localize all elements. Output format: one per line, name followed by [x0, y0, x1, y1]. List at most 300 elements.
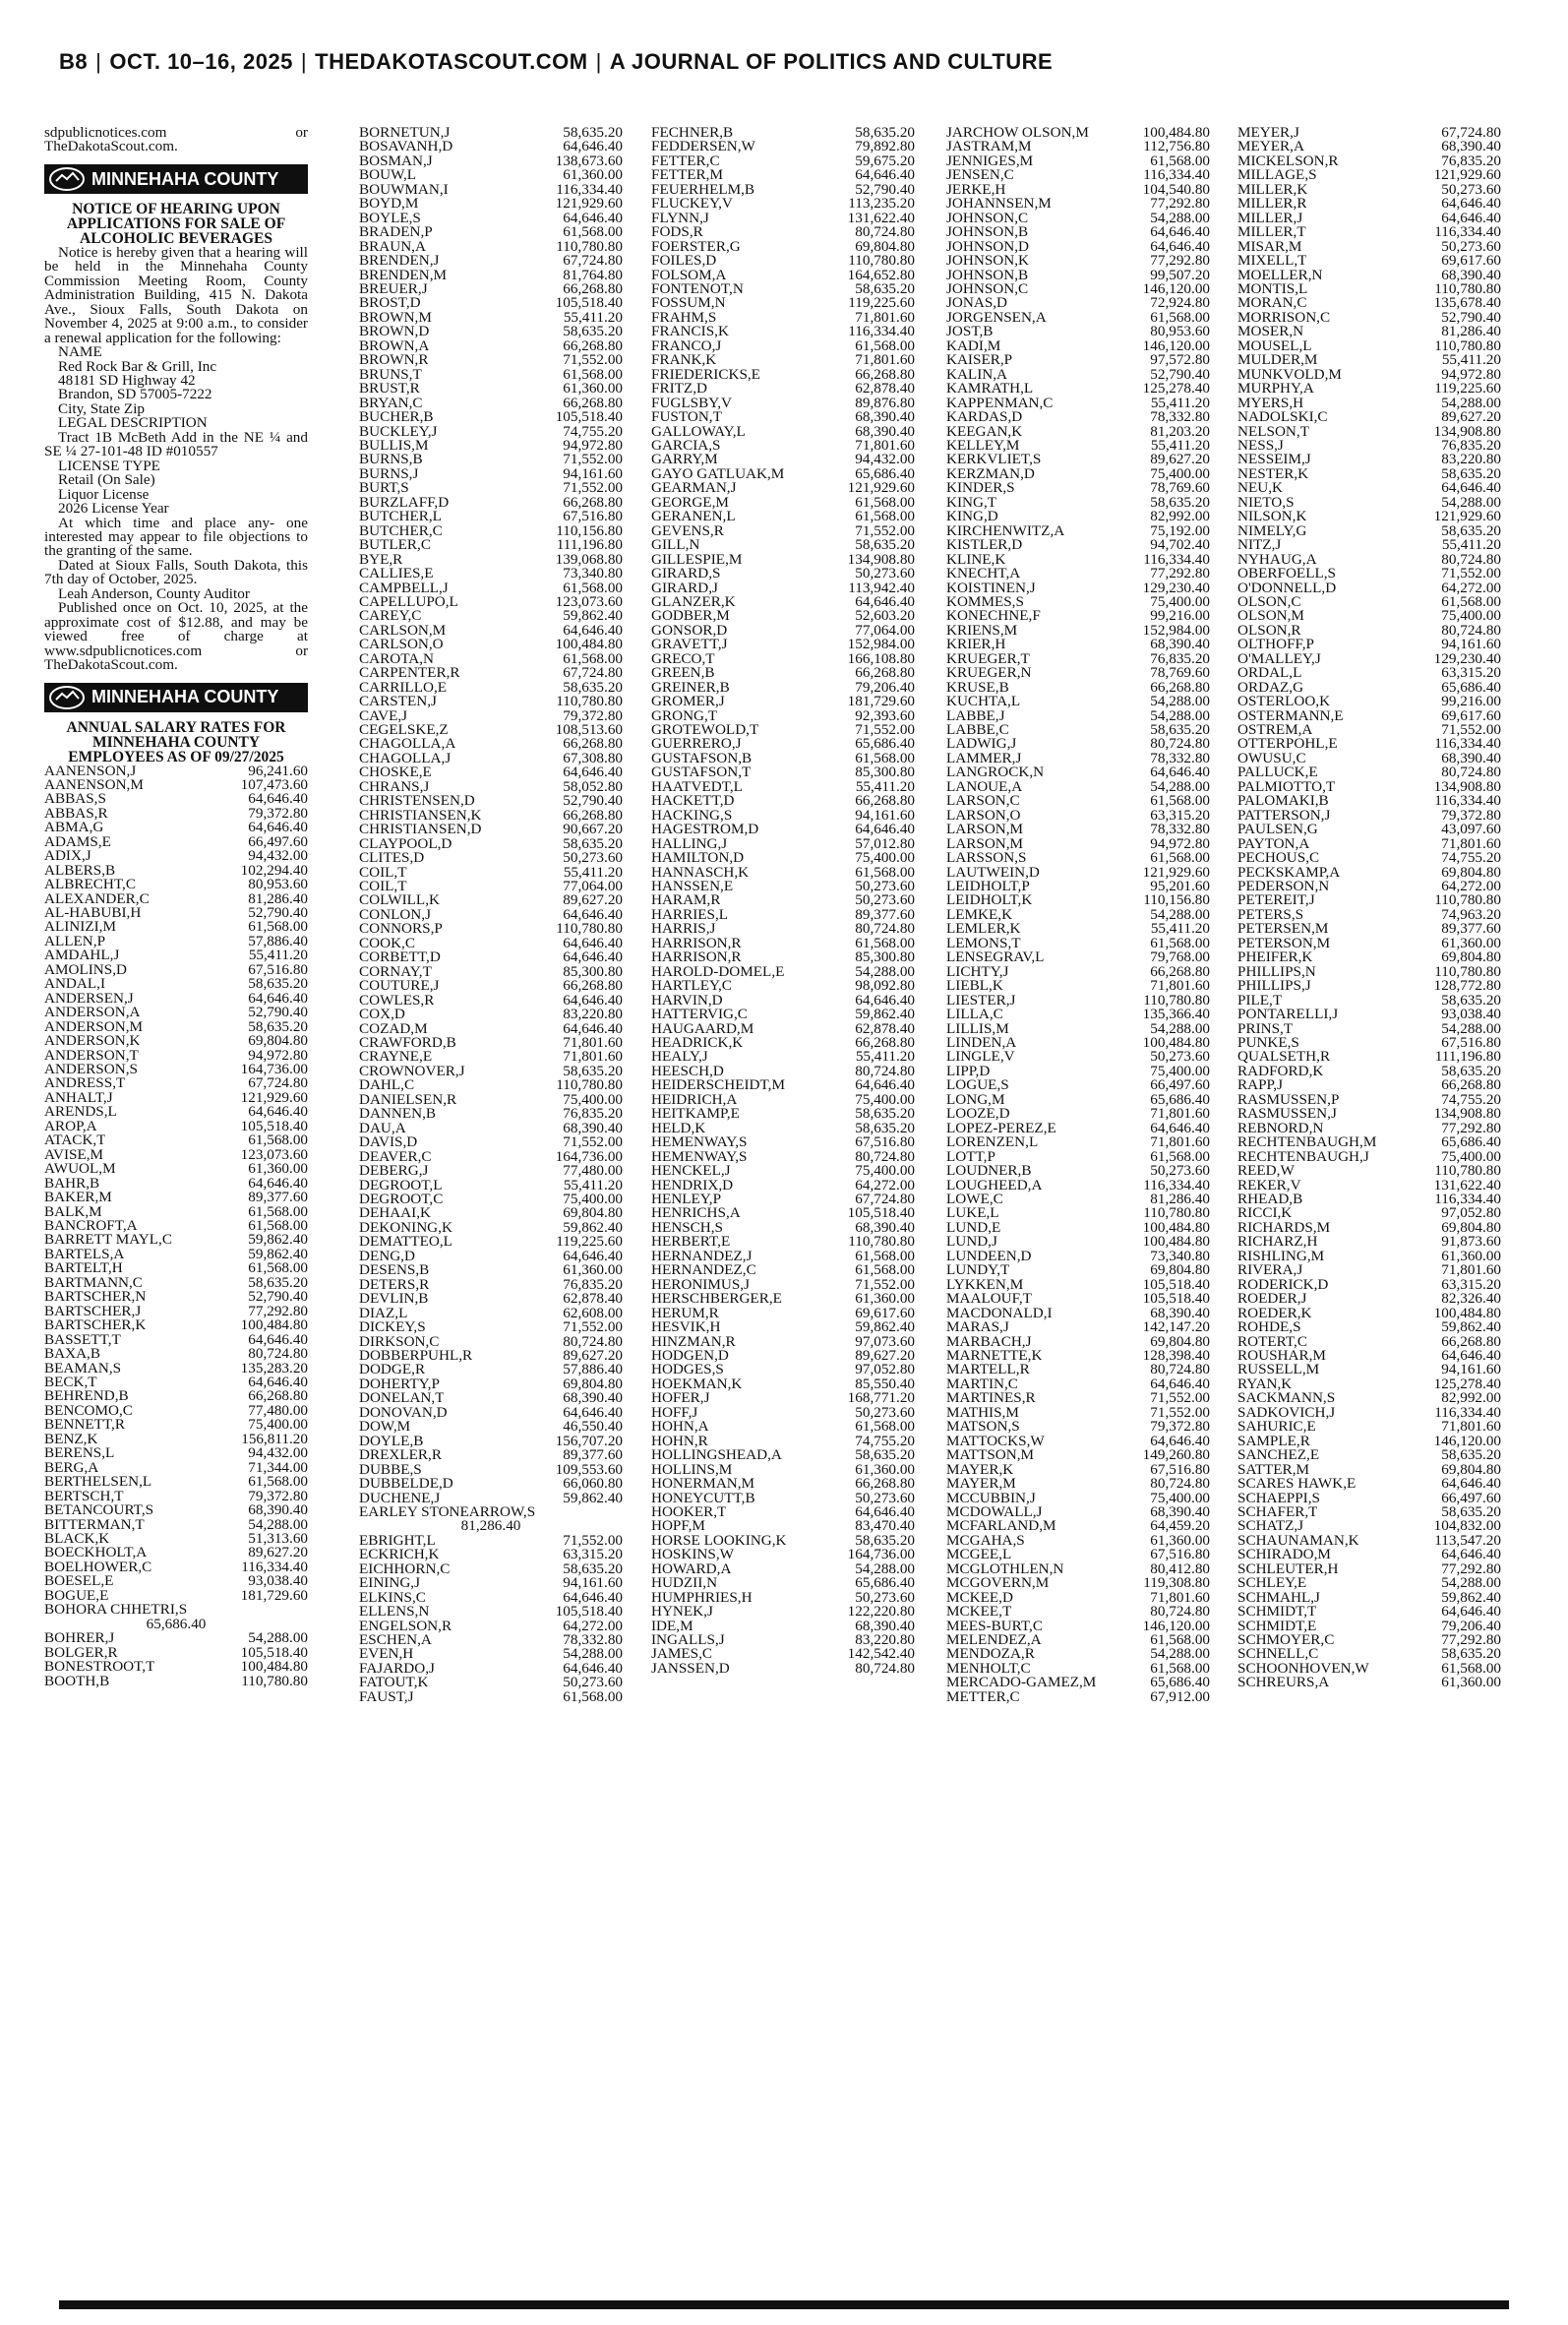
- salary-amount: 64,646.40: [1441, 479, 1501, 497]
- employee-name: FRANCO,J: [651, 338, 722, 354]
- employee-name: JERKE,H: [946, 182, 1006, 198]
- salary-list: [651, 126, 915, 1676]
- salary-amount: 110,780.80: [556, 920, 623, 938]
- employee-name: CROWNOVER,J: [359, 1064, 465, 1079]
- salary-amount: 164,736.00: [555, 1147, 623, 1165]
- salary-amount: 69,804.80: [855, 237, 915, 255]
- employee-name: GONSOR,D: [651, 623, 728, 639]
- employee-name: GILL,N: [651, 538, 700, 553]
- salary-amount: 89,377.60: [248, 1189, 308, 1206]
- salary-amount: 64,646.40: [563, 1403, 623, 1421]
- salary-amount: 67,516.80: [563, 508, 623, 525]
- employee-name: FRIEDERICKS,E: [651, 367, 760, 383]
- salary-amount: 110,780.80: [848, 1233, 915, 1251]
- salary-amount: 61,568.00: [563, 1687, 623, 1705]
- salary-amount: 64,646.40: [1441, 1346, 1501, 1364]
- salary-amount: 97,052.80: [855, 1361, 915, 1378]
- salary-amount: 52,790.40: [1150, 365, 1210, 383]
- county-seal-icon: [48, 685, 86, 710]
- salary-amount: 67,724.80: [563, 664, 623, 682]
- employee-name: DAVIS,D: [359, 1135, 418, 1150]
- employee-name: METTER,C: [946, 1689, 1020, 1705]
- salary-amount: 58,635.20: [855, 1105, 915, 1123]
- employee-name: FOLSOM,A: [651, 268, 727, 282]
- salary-amount: 66,268.80: [563, 735, 623, 753]
- salary-amount: 75,400.00: [1150, 1489, 1210, 1506]
- salary-amount: 121,929.60: [847, 479, 915, 497]
- employee-name: ANDAL,I: [44, 977, 106, 992]
- salary-amount: 123,073.60: [555, 592, 623, 610]
- employee-name: INGALLS,J: [651, 1633, 725, 1648]
- salary-amount: 66,497.60: [1441, 1489, 1501, 1506]
- employee-name: KOMMES,S: [946, 594, 1024, 610]
- employee-name: PAULSEN,G: [1237, 823, 1318, 837]
- salary-amount: 71,801.60: [855, 351, 915, 369]
- employee-name: HERUM,R: [651, 1306, 719, 1321]
- salary-amount: 50,273.60: [855, 1588, 915, 1606]
- salary-amount: 71,552.00: [563, 1133, 623, 1151]
- employee-name: LINGLE,V: [946, 1050, 1015, 1065]
- employee-name: LOWE,C: [946, 1192, 1003, 1207]
- employee-name: MCGOVERN,M: [946, 1576, 1050, 1591]
- salary-amount: 168,771.20: [847, 1389, 915, 1407]
- employee-name: HOEKMAN,K: [651, 1377, 743, 1392]
- salary-amount: 89,627.20: [855, 1346, 915, 1364]
- salary-amount: 71,801.60: [1150, 1133, 1210, 1151]
- salary-row: [1237, 1676, 1501, 1689]
- employee-name: CONLON,J: [359, 907, 431, 923]
- salary-amount: 71,552.00: [563, 1531, 623, 1549]
- employee-name: HERONIMUS,J: [651, 1277, 750, 1293]
- employee-name: JAMES,C: [651, 1647, 713, 1662]
- salary-amount: 66,268.80: [1150, 678, 1210, 696]
- salary-amount: 64,646.40: [563, 209, 623, 226]
- salary-amount: 50,273.60: [1441, 237, 1501, 255]
- employee-name: MATSON,S: [946, 1420, 1020, 1435]
- salary-amount: 64,459.20: [1150, 1517, 1210, 1535]
- salary-amount: 61,568.00: [1150, 1147, 1210, 1165]
- employee-name: LILLIS,M: [946, 1021, 1009, 1036]
- employee-name: HOPF,M: [651, 1519, 705, 1534]
- salary-amount: 77,292.80: [1150, 252, 1210, 270]
- salary-amount: 71,552.00: [1441, 721, 1501, 739]
- employee-name: CAPELLUPO,L: [359, 594, 458, 610]
- employee-name: PUNKE,S: [1237, 1036, 1299, 1051]
- salary-amount: 81,286.40: [1150, 1190, 1210, 1207]
- employee-name: BARTSCHER,J: [44, 1304, 142, 1319]
- salary-amount: 64,646.40: [855, 821, 915, 838]
- salary-amount: 68,390.40: [855, 408, 915, 426]
- salary-amount: 71,801.60: [1441, 1261, 1501, 1279]
- employee-name: HYNEK,J: [651, 1605, 713, 1620]
- employee-name: LYKKEN,M: [946, 1277, 1024, 1293]
- salary-amount: 85,550.40: [855, 1375, 915, 1392]
- employee-name: ATACK,T: [44, 1133, 106, 1148]
- employee-name: HEADRICK,K: [651, 1036, 744, 1051]
- salary-amount: 100,484.80: [1433, 1304, 1501, 1321]
- employee-name: DONOVAN,D: [359, 1405, 448, 1421]
- salary-amount: 134,908.80: [847, 550, 915, 568]
- employee-name: DOHERTY,P: [359, 1377, 440, 1392]
- salary-amount: 68,390.40: [1150, 1304, 1210, 1321]
- county-banner-label: MINNEHAHA COUNTY: [91, 687, 279, 707]
- salary-amount: 89,627.20: [563, 1346, 623, 1364]
- salary-amount: 57,012.80: [855, 834, 915, 852]
- salary-amount: 93,038.40: [1441, 1006, 1501, 1023]
- employee-name: SAHURIC,E: [1237, 1420, 1316, 1435]
- employee-name: GODBER,M: [651, 609, 730, 624]
- employee-name: FETTER,M: [651, 168, 723, 183]
- employee-name: SCHATZ,J: [1237, 1519, 1304, 1534]
- employee-name: HENCKEL,J: [651, 1164, 731, 1179]
- employee-name: KALIN,A: [946, 367, 1008, 383]
- employee-name: MCCUBBIN,J: [946, 1491, 1036, 1505]
- employee-name: RICHARDS,M: [1237, 1220, 1331, 1236]
- salary-amount: 97,572.80: [1150, 351, 1210, 369]
- employee-name: CLAYPOOL,D: [359, 836, 452, 852]
- salary-amount: 110,780.80: [1434, 337, 1501, 354]
- employee-name: NYHAUG,A: [1237, 552, 1317, 568]
- salary-amount: 71,552.00: [563, 479, 623, 497]
- salary-amount: 128,772.80: [1433, 977, 1501, 995]
- employee-name: HEALY,J: [651, 1050, 708, 1065]
- salary-amount: 61,568.00: [1150, 934, 1210, 951]
- salary-amount: 64,646.40: [1150, 764, 1210, 781]
- employee-name: MAYER,M: [946, 1477, 1016, 1492]
- employee-name: ARENDS,L: [44, 1105, 117, 1120]
- employee-name: ENGELSON,R: [359, 1619, 452, 1634]
- salary-amount: 110,780.80: [1434, 891, 1501, 909]
- employee-name: PATTERSON,J: [1237, 808, 1331, 824]
- employee-name: SCHAUNAMAN,K: [1237, 1533, 1359, 1549]
- employee-name: GARCIA,S: [651, 438, 721, 454]
- salary-amount: 92,393.60: [855, 706, 915, 724]
- employee-name: FONTENOT,N: [651, 281, 744, 297]
- salary-amount: 119,225.60: [848, 294, 915, 312]
- employee-name: PEDERSON,N: [1237, 880, 1330, 894]
- salary-amount: 52,603.20: [855, 607, 915, 625]
- salary-amount: 66,268.80: [855, 1034, 915, 1051]
- salary-amount: 81,764.80: [563, 266, 623, 283]
- employee-name: ROTERT,C: [1237, 1334, 1307, 1349]
- salary-amount: 67,516.80: [1441, 1034, 1501, 1051]
- salary-amount: 75,400.00: [248, 1416, 308, 1434]
- column-2: [359, 126, 623, 2291]
- salary-amount: 68,390.40: [855, 1617, 915, 1634]
- salary-amount: 146,120.00: [1433, 1432, 1501, 1449]
- salary-amount: 131,622.40: [847, 209, 915, 226]
- employee-name: KRUEGER,T: [946, 651, 1030, 667]
- employee-name: ANDRESS,T: [44, 1076, 126, 1091]
- employee-name: MOSER,N: [1237, 325, 1304, 339]
- employee-name: HOFF,J: [651, 1405, 698, 1421]
- salary-amount: 74,755.20: [1441, 1090, 1501, 1108]
- salary-amount: 94,432.00: [248, 1444, 308, 1462]
- employee-name: JENNIGES,M: [946, 153, 1034, 169]
- employee-name: JOHNSON,C: [946, 281, 1029, 297]
- salary-amount: 97,052.80: [1441, 1204, 1501, 1222]
- employee-name: MARTIN,C: [946, 1377, 1018, 1392]
- salary-amount: 77,064.00: [563, 878, 623, 895]
- salary-amount: 78,769.60: [1150, 479, 1210, 497]
- employee-name: PALOMAKI,B: [1237, 794, 1329, 809]
- employee-name: CHRISTENSEN,D: [359, 794, 475, 809]
- employee-name: BULLIS,M: [359, 438, 429, 454]
- employee-name: DEMATTEO,L: [359, 1235, 452, 1250]
- employee-name: SANCHEZ,E: [1237, 1448, 1320, 1463]
- employee-name: CHOSKE,E: [359, 765, 432, 780]
- employee-name: FECHNER,B: [651, 126, 734, 141]
- employee-name: BEAMAN,S: [44, 1361, 122, 1376]
- employee-name: PETERS,S: [1237, 907, 1304, 923]
- salary-amount: 50,273.60: [1150, 1162, 1210, 1180]
- salary-amount: 77,064.00: [855, 621, 915, 639]
- salary-amount: 71,552.00: [563, 1318, 623, 1336]
- salary-amount: 138,673.60: [555, 152, 623, 169]
- salary-amount: 64,646.40: [1150, 1119, 1210, 1136]
- salary-amount: 94,432.00: [248, 847, 308, 865]
- employee-name: GEARMAN,J: [651, 481, 737, 496]
- salary-amount: 80,724.80: [1150, 1475, 1210, 1493]
- employee-name: SCARES HAWK,E: [1237, 1477, 1357, 1492]
- employee-name: FOERSTER,G: [651, 239, 741, 255]
- county-seal-icon: [48, 166, 86, 192]
- salary-amount: 75,400.00: [855, 849, 915, 867]
- notice-line: Brandon, SD 57005-7222: [58, 386, 212, 403]
- employee-name: DESENS,B: [359, 1263, 430, 1278]
- employee-name: RICCI,K: [1237, 1206, 1293, 1221]
- employee-name: ROEDER,J: [1237, 1292, 1307, 1307]
- salary-amount: 76,835.20: [1441, 436, 1501, 454]
- salary-amount: 181,729.60: [847, 693, 915, 710]
- column-5: [1237, 126, 1501, 2291]
- column-1: [44, 126, 308, 2291]
- salary-amount: 64,646.40: [1441, 1546, 1501, 1563]
- salary-amount: 65,686.40: [855, 1574, 915, 1592]
- salary-amount: 58,635.20: [563, 126, 623, 141]
- employee-name: MATTSON,M: [946, 1448, 1035, 1463]
- salary-list: [1237, 126, 1501, 1690]
- salary-amount: 78,332.80: [1150, 821, 1210, 838]
- salary-amount: 94,161.60: [563, 1574, 623, 1592]
- employee-name: JOHNSON,K: [946, 254, 1029, 269]
- employee-name: GROMER,J: [651, 695, 725, 709]
- salary-amount: 58,635.20: [563, 678, 623, 696]
- salary-amount: 80,953.60: [1150, 323, 1210, 340]
- notice-title: NOTICE OF HEARING UPON APPLICATIONS FOR SALE OF ALCOHOLIC BEVERAGES: [66, 200, 286, 247]
- salary-amount: 125,278.40: [1433, 1375, 1501, 1392]
- employee-name: SCHMIDT,E: [1237, 1619, 1317, 1634]
- salary-amount: 85,300.80: [563, 962, 623, 980]
- employee-name: KARDAS,D: [946, 410, 1023, 425]
- employee-name: LARSON,M: [946, 823, 1024, 837]
- salary-amount: 75,400.00: [563, 1190, 623, 1207]
- salary-amount: 67,516.80: [1150, 1546, 1210, 1563]
- salary-amount: 109,553.60: [555, 1460, 623, 1478]
- salary-amount: 80,724.80: [248, 1345, 308, 1363]
- salary-amount: 74,755.20: [563, 422, 623, 440]
- salary-amount: 61,568.00: [1150, 308, 1210, 326]
- employee-name: HOWARD,A: [651, 1561, 732, 1577]
- employee-name: LUNDY,T: [946, 1263, 1010, 1278]
- salary-amount: 85,300.80: [855, 948, 915, 966]
- employee-name: MILLER,T: [1237, 225, 1306, 240]
- employee-name: JOST,B: [946, 325, 994, 339]
- employee-name: HAMILTON,D: [651, 851, 745, 866]
- salary-amount: 73,340.80: [1150, 1247, 1210, 1264]
- employee-name: MATTOCKS,W: [946, 1434, 1045, 1449]
- salary-amount: 104,540.80: [1142, 180, 1210, 198]
- employee-name: PAYTON,A: [1237, 836, 1310, 852]
- employee-name: BUCHER,B: [359, 410, 434, 425]
- employee-name: BARTMANN,C: [44, 1275, 143, 1291]
- salary-amount: 69,804.80: [1441, 1218, 1501, 1236]
- salary-amount: 116,334.40: [1143, 1176, 1210, 1193]
- salary-amount: 94,432.00: [855, 451, 915, 468]
- employee-name: KLINE,K: [946, 552, 1006, 568]
- salary-amount: 123,073.60: [240, 1145, 308, 1163]
- employee-name: HENLEY,P: [651, 1192, 722, 1207]
- salary-amount: 64,646.40: [855, 1076, 915, 1094]
- employee-name: OLTHOFF,P: [1237, 638, 1314, 652]
- employee-name: CONNORS,P: [359, 922, 443, 937]
- salary-amount: 95,201.60: [1150, 878, 1210, 895]
- employee-name: HALLING,J: [651, 836, 728, 852]
- employee-name: ANDERSON,M: [44, 1019, 143, 1035]
- salary-amount: 55,411.20: [563, 1176, 623, 1193]
- employee-name: ALBRECHT,C: [44, 878, 136, 892]
- employee-name: COLWILL,K: [359, 893, 440, 908]
- salary-amount: 89,627.20: [1441, 408, 1501, 426]
- salary-amount: 82,992.00: [1441, 1389, 1501, 1407]
- employee-name: BALK,M: [44, 1204, 102, 1219]
- salary-amount: 54,288.00: [563, 1645, 623, 1663]
- salary-amount: 58,635.20: [248, 1273, 308, 1291]
- employee-name: DAU,A: [359, 1121, 406, 1136]
- employee-name: BRAUN,A: [359, 239, 426, 255]
- salary-amount: 100,484.80: [555, 636, 623, 653]
- employee-name: LABBE,C: [946, 723, 1009, 738]
- salary-amount: 61,568.00: [248, 918, 308, 936]
- employee-name: MARBACH,J: [946, 1334, 1032, 1349]
- employee-name: OSTREM,A: [1237, 723, 1313, 738]
- salary-amount: 110,780.80: [556, 237, 623, 255]
- salary-amount: 74,963.20: [1441, 905, 1501, 923]
- salary-amount: 75,400.00: [1441, 607, 1501, 625]
- employee-name: HOOKER,T: [651, 1504, 727, 1520]
- employee-name: PETEREIT,J: [1237, 893, 1315, 908]
- employee-name: COIL,T: [359, 880, 407, 894]
- employee-name: FAJARDO,J: [359, 1661, 435, 1677]
- salary-amount: 78,332.80: [563, 1631, 623, 1649]
- objection-text: At which time and place any- one interested may appear to file objections to the granting of the same.: [44, 514, 308, 560]
- employee-name: MARAS,J: [946, 1320, 1009, 1335]
- employee-name: NELSON,T: [1237, 424, 1309, 439]
- salary-amount: 75,400.00: [1150, 464, 1210, 482]
- salary-amount: 134,908.80: [1433, 777, 1501, 795]
- employee-name: LARSSON,S: [946, 851, 1027, 866]
- employee-name: LICHTY,J: [946, 964, 1009, 980]
- salary-amount: 50,273.60: [855, 878, 915, 895]
- salary-amount: 61,568.00: [248, 1132, 308, 1149]
- employee-name: MELENDEZ,A: [946, 1633, 1042, 1648]
- employee-name: HAUGAARD,M: [651, 1021, 754, 1036]
- employee-name: LABBE,J: [946, 708, 1005, 724]
- employee-name: HARTLEY,C: [651, 979, 732, 994]
- employee-name: CAMPBELL,J: [359, 581, 449, 595]
- employee-name: ANDERSON,S: [44, 1063, 138, 1077]
- employee-name: CHRISTIANSEN,D: [359, 823, 482, 837]
- salary-amount: 61,568.00: [248, 1202, 308, 1220]
- employee-name: BROWN,A: [359, 338, 430, 354]
- salary-amount: 146,120.00: [1142, 337, 1210, 354]
- employee-name: GRONG,T: [651, 708, 718, 724]
- salary-amount: 64,646.40: [1150, 237, 1210, 255]
- salary-amount: 66,060.80: [563, 1475, 623, 1493]
- column-4: [946, 126, 1210, 2291]
- employee-name: ALBERS,B: [44, 863, 116, 879]
- salary-amount: 71,552.00: [563, 451, 623, 468]
- salary-amount: 64,646.40: [248, 1373, 308, 1390]
- employee-name: DEVLIN,B: [359, 1292, 429, 1307]
- employee-name: HANNASCH,K: [651, 865, 750, 881]
- salary-amount: 64,272.00: [1441, 579, 1501, 596]
- employee-name: BUTLER,C: [359, 538, 431, 553]
- salary-amount: 61,568.00: [1150, 849, 1210, 867]
- salary-amount: 77,292.80: [1441, 1560, 1501, 1577]
- employee-name: MCDOWALL,J: [946, 1504, 1043, 1520]
- employee-name: ANDERSON,K: [44, 1034, 141, 1049]
- employee-name: HERNANDEZ,C: [651, 1263, 756, 1278]
- employee-name: HAGESTROM,D: [651, 823, 759, 837]
- salary-amount: 61,568.00: [1150, 792, 1210, 810]
- salary-amount: 71,801.60: [1441, 834, 1501, 852]
- employee-name: AANENSON,J: [44, 764, 137, 778]
- employee-name: JOHANNSEN,M: [946, 197, 1052, 212]
- salary-amount: 79,372.80: [1441, 806, 1501, 824]
- salary-amount: 79,372.80: [248, 1487, 308, 1504]
- salary-amount: 58,635.20: [855, 1446, 915, 1464]
- salary-amount: 77,292.80: [1441, 1119, 1501, 1136]
- salary-amount: 80,724.80: [855, 920, 915, 938]
- employee-name: MARTINES,R: [946, 1391, 1036, 1406]
- salary-amount: 71,344.00: [248, 1458, 308, 1476]
- salary-amount: 116,334.40: [1143, 550, 1210, 568]
- salary-amount: 54,288.00: [1441, 493, 1501, 511]
- salary-amount: 64,646.40: [855, 991, 915, 1009]
- salary-amount: 94,972.80: [563, 436, 623, 454]
- salary-amount: 64,646.40: [563, 764, 623, 781]
- employee-name: BECK,T: [44, 1375, 97, 1390]
- salary-amount: 71,552.00: [855, 721, 915, 739]
- salary-amount: 116,334.40: [1434, 223, 1501, 241]
- employee-name: HODGES,S: [651, 1363, 724, 1377]
- salary-amount: 68,390.40: [1150, 636, 1210, 653]
- salary-amount: 73,340.80: [563, 565, 623, 582]
- employee-name: MILLER,R: [1237, 197, 1307, 212]
- employee-name: BERTSCH,T: [44, 1489, 124, 1504]
- employee-name: FRANCIS,K: [651, 325, 729, 339]
- salary-amount: 71,552.00: [855, 1275, 915, 1293]
- employee-name: KERKVLIET,S: [946, 453, 1042, 467]
- employee-name: DREXLER,R: [359, 1448, 442, 1463]
- salary-amount: 58,635.20: [248, 1017, 308, 1035]
- salary-amount: 66,268.80: [1441, 1076, 1501, 1094]
- employee-name: CARRILLO,E: [359, 680, 448, 696]
- employee-name: ORDAL,L: [1237, 666, 1302, 681]
- employee-name: ABMA,G: [44, 821, 104, 835]
- employee-name: BURZLAFF,D: [359, 495, 450, 511]
